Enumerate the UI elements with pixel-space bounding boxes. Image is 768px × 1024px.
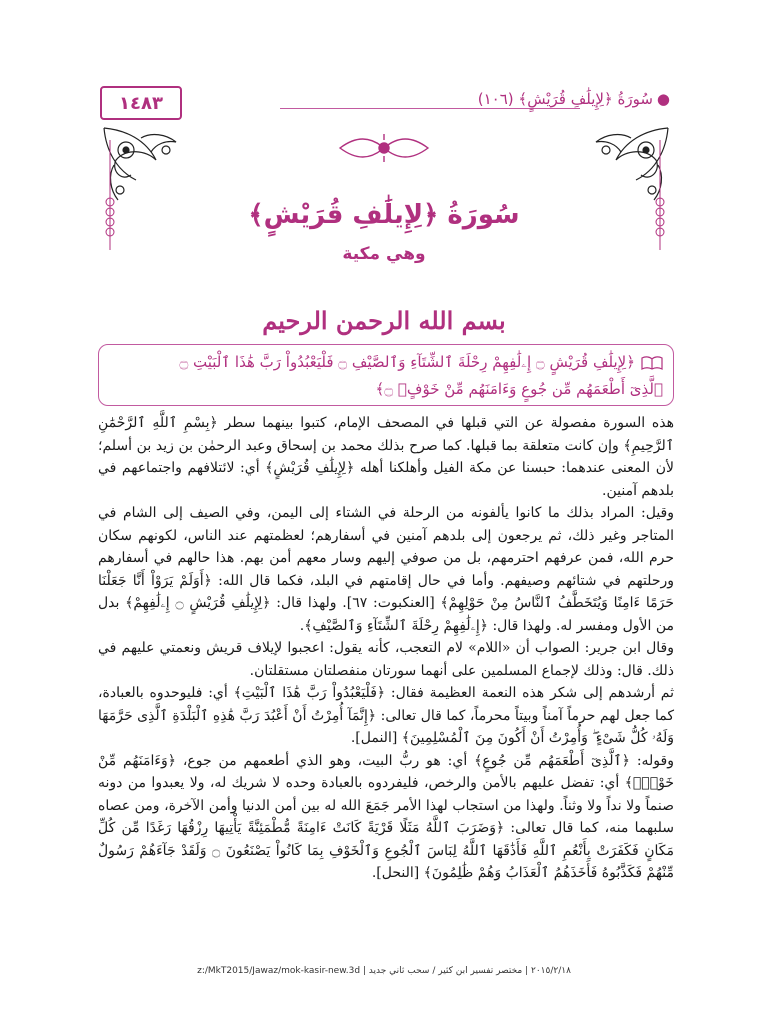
verse-line-2: ٱلَّذِىٓ أَطْعَمَهُم مِّن جُوعٍ وَءَامَنَهُم مِّنْ خَوْفٍۭ ۝﴾: [375, 380, 663, 398]
tafsir-body: [98, 412, 674, 885]
surah-title: سُورَةُ ﴿لِإِيلَٰفِ قُرَيْشٍ﴾: [248, 200, 520, 230]
open-book-icon: [641, 356, 663, 370]
header-rule: [280, 108, 580, 109]
paragraph: وقوله: ﴿ٱلَّذِىٓ أَطْعَمَهُم مِّن جُوعٍ﴾ أي: هو ربُّ البيت، وهو الذي أطعمهم من جوع، ﴿وَءَامَنَهُم مِّنْ خَوْفٍۭ﴾ أي: تفضل عليهم بالأمن والرخص، فليفردوه بالعبادة وحده لا شريك له، ولا يعبدوا من دونه صنماً ولا نداً ولا وثناً. ولهذا من استجاب لهذا الأمر جَمَعَ الله له بين أمن الدنيا وأمن الآخرة، ومن عصاه سلبهما منه، كما قال تعالى: ﴿وَضَرَبَ ٱللَّهُ مَثَلًا قَرْيَةً كَانَتْ ءَامِنَةً مُّطْمَئِنَّةً يَأْتِيهَا رِزْقُهَا رَغَدًا مِّن كُلِّ مَكَانٍ فَكَفَرَتْ بِأَنْعُمِ ٱللَّهِ فَأَذَٰقَهَا ٱللَّهُ لِبَاسَ ٱلْجُوعِ وَٱلْخَوْفِ بِمَا كَانُواْ يَصْنَعُونَ ۝ وَلَقَدْ جَآءَهُمْ رَسُولٌ مِّنْهُمْ فَكَذَّبُوهُ فَأَخَذَهُمُ ٱلْعَذَابُ وَهُمْ ظَٰلِمُونَ﴾ [النحل].: [98, 752, 675, 881]
page-number: ١٤٨٣: [100, 86, 182, 120]
verse-line: [109, 349, 663, 376]
page-header: [100, 86, 670, 116]
frame-right-icon: [650, 140, 670, 250]
verse-line-1: ﴿لِإِيلَٰفِ قُرَيْشٍ ۝ إِۦلَٰفِهِمْ رِحْلَةَ ٱلشِّتَآءِ وَٱلصَّيْفِ ۝ فَلْيَعْبُدُواْ رَبَّ هَٰذَا ٱلْبَيْتِ ۝: [179, 353, 635, 371]
bullet-icon: ●: [656, 90, 670, 108]
running-head: [478, 90, 670, 108]
print-footer: z:/MkT2015/Jawaz/mok-kasir-new.3d | ٢٠١٥/٢/١٨ | مختصر تفسير ابن كثير / سحب ثاني جديد: [197, 966, 571, 976]
paragraph: ثم أرشدهم إلى شكر هذه النعمة العظيمة فقال: ﴿فَلْيَعْبُدُواْ رَبَّ هَٰذَا ٱلْبَيْتِ﴾ أي: فليوحدوه بالعبادة، كما جعل لهم حرماً آمناً وبيتاً محرماً، كما قال تعالى: ﴿إِنَّمَآ أُمِرْتُ أَنْ أَعْبُدَ رَبَّ هَٰذِهِ ٱلْبَلْدَةِ ٱلَّذِى حَرَّمَهَا وَلَهُۥ كُلُّ شَىْءٍ ۖ وَأُمِرْتُ أَنْ أَكُونَ مِنَ ٱلْمُسْلِمِينَ﴾ [النمل].: [98, 685, 674, 746]
center-ornament-icon: [336, 132, 432, 164]
frame-left-icon: [100, 140, 120, 250]
surah-subtitle: وهي مكية: [342, 244, 426, 264]
paragraph: وقيل: المراد بذلك ما كانوا يألفونه من الرحلة في الشتاء إلى اليمن، وفي الصيف إلى الشام في المتاجر وغير ذلك، ثم يرجعون إلى بلدهم آمنين في أسفارهم؛ لعظمتهم عند الناس، لكونهم سكان حرم الله، فمن عرفهم احترمهم، بل من صوفي إليهم وسار معهم أمن بهم. هذا حالهم في أسفارهم ورحلتهم في شتائهم وصيفهم. وأما في حال إقامتهم في البلد، فكما قال الله: ﴿أَوَلَمْ يَرَوْاْ أَنَّا جَعَلْنَا حَرَمًا ءَامِنًا وَيُتَخَطَّفُ ٱلنَّاسُ مِنْ حَوْلِهِمْ﴾ [العنكبوت: ٦٧]. ولهذا قال: ﴿لِإِيلَٰفِ قُرَيْشٍ ۝ إِۦلَٰفِهِمْ﴾ بدل من الأول ومفسر له. ولهذا قال: ﴿إِۦلَٰفِهِمْ رِحْلَةَ ٱلشِّتَآءِ وَٱلصَّيْفِ﴾.: [98, 505, 674, 634]
running-head-text: سُورَةُ ﴿لِإِيلَٰفِ قُرَيْشٍ﴾ (١٠٦): [477, 90, 653, 108]
paragraph: هذه السورة مفصولة عن التي قبلها في المصحف الإمام، كتبوا بينهما سطر ﴿بِسْمِ ٱللَّهِ ٱلرَّحْمَٰنِ ٱلرَّحِيمِ﴾ وإن كانت متعلقة بما قبلها. كما صرح بذلك محمد بن إسحاق وعبد الرحمٰن بن زيد بن أسلم؛ لأن المعنى عندهما: حبسنا عن مكة الفيل وأهلكنا أهله ﴿لِإِيلَٰفِ قُرَيْشٍ﴾ أي: لائتلافهم واجتماعهم في بلدهم آمنين.: [98, 415, 674, 499]
paragraph: وقال ابن جرير: الصواب أن «اللام» لام التعجب، كأنه يقول: اعجبوا لإيلاف قريش ونعمتي عليهم في ذلك. قال: وذلك لإجماع المسلمين على أنهما سورتان منفصلتان مستقلتان.: [98, 640, 674, 679]
basmala: بسم الله الرحمن الرحيم: [262, 306, 506, 335]
verses-box: [98, 344, 674, 406]
